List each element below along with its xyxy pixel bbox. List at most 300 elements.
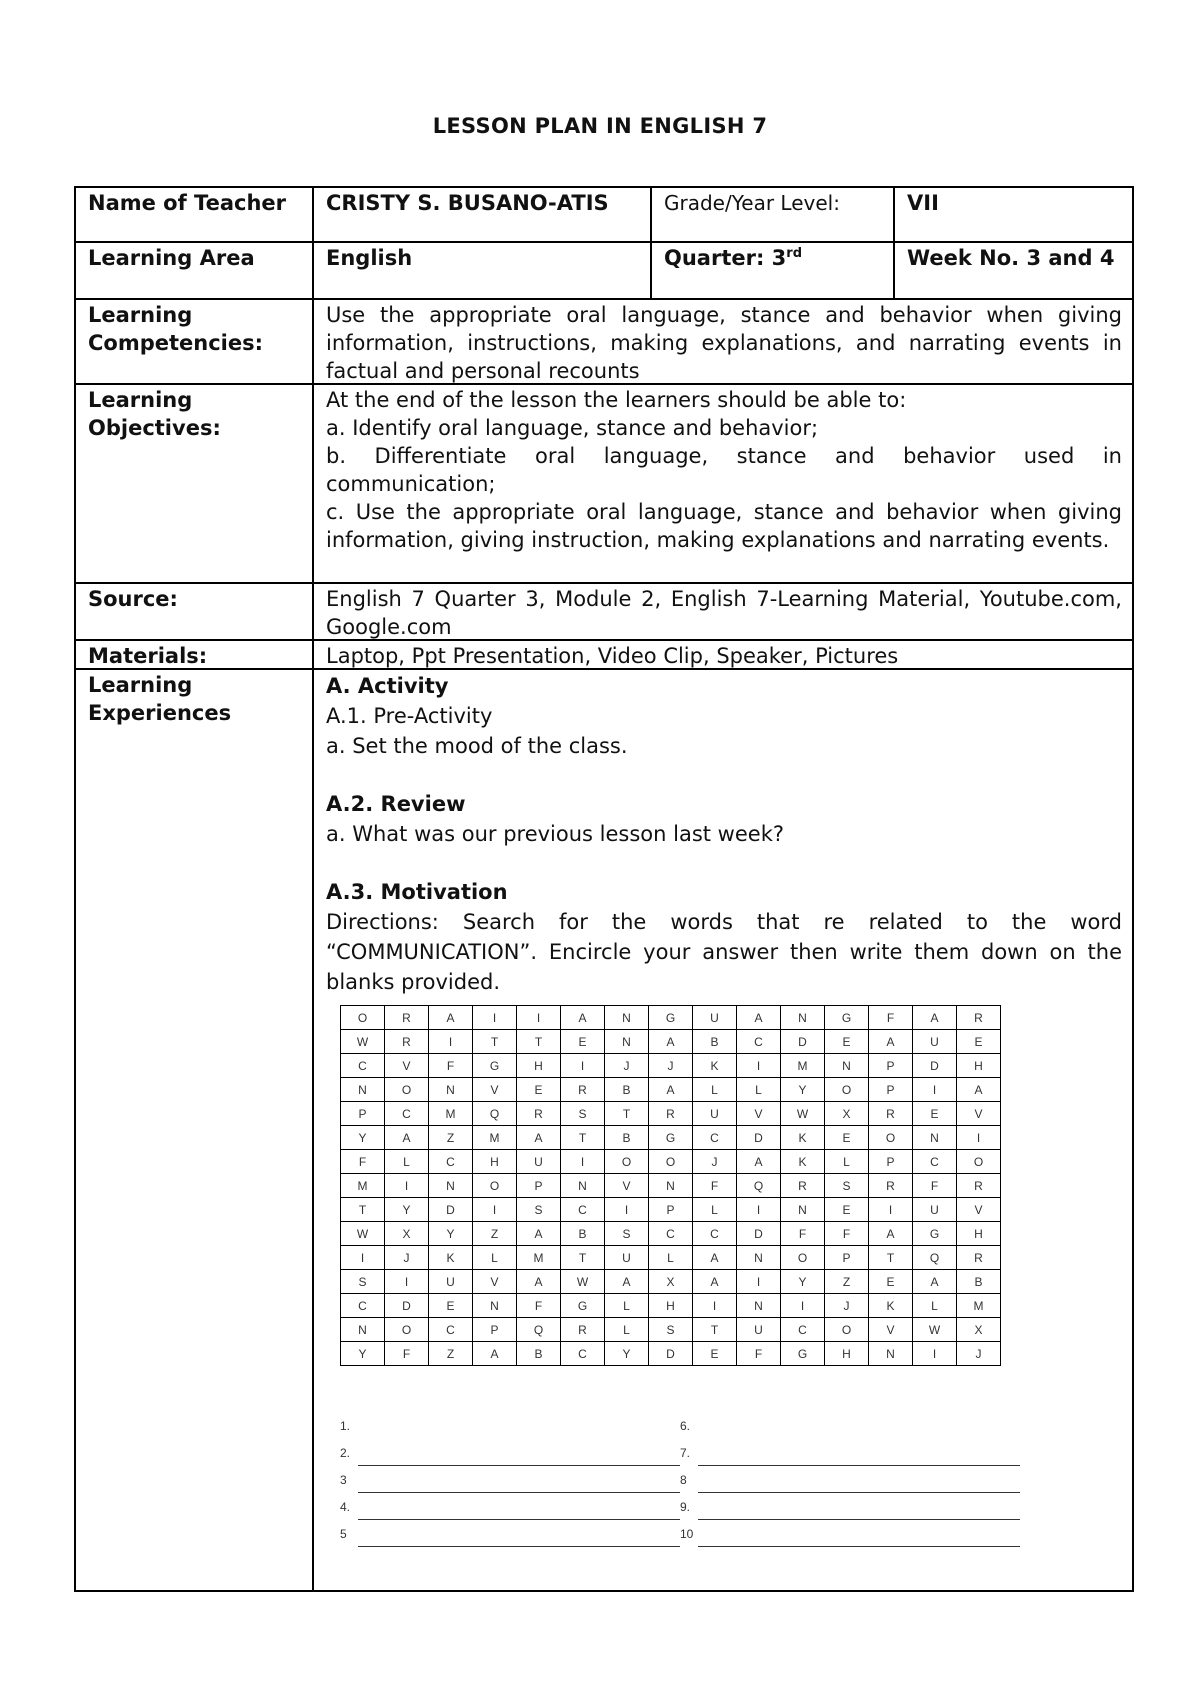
grid-letter[interactable]: E <box>517 1078 561 1102</box>
grid-letter[interactable]: T <box>341 1198 385 1222</box>
grid-letter[interactable]: B <box>605 1126 649 1150</box>
grid-letter[interactable]: P <box>517 1174 561 1198</box>
grid-letter[interactable]: V <box>473 1078 517 1102</box>
grid-letter[interactable]: D <box>781 1030 825 1054</box>
grid-letter[interactable]: F <box>869 1006 913 1030</box>
grid-row <box>341 1006 1001 1030</box>
answer-blank[interactable] <box>340 1519 680 1549</box>
grid-letter[interactable]: H <box>517 1054 561 1078</box>
grid-letter[interactable]: N <box>473 1294 517 1318</box>
grid-letter[interactable]: D <box>649 1342 693 1366</box>
grid-letter[interactable]: L <box>649 1246 693 1270</box>
grid-letter[interactable]: C <box>341 1054 385 1078</box>
grid-letter[interactable]: M <box>781 1054 825 1078</box>
lesson-plan-table <box>74 186 1134 1592</box>
grid-letter[interactable]: D <box>385 1294 429 1318</box>
row-materials <box>76 641 1132 670</box>
blank-number: 2. <box>340 1446 351 1460</box>
grid-letter[interactable]: M <box>517 1246 561 1270</box>
grid-letter[interactable]: J <box>825 1294 869 1318</box>
grid-letter[interactable]: I <box>341 1246 385 1270</box>
area-value: English <box>312 243 650 298</box>
grid-letter[interactable]: S <box>341 1270 385 1294</box>
grid-letter[interactable]: A <box>957 1078 1001 1102</box>
grid-letter[interactable]: V <box>957 1102 1001 1126</box>
answer-blanks <box>340 1414 1020 1549</box>
grid-letter[interactable]: Q <box>473 1102 517 1126</box>
grid-letter[interactable]: A <box>473 1342 517 1366</box>
grid-letter[interactable]: O <box>825 1078 869 1102</box>
grid-letter[interactable]: W <box>561 1270 605 1294</box>
grid-letter[interactable]: R <box>517 1102 561 1126</box>
grid-letter[interactable]: F <box>781 1222 825 1246</box>
grid-letter[interactable]: F <box>913 1174 957 1198</box>
grid-row <box>341 1318 1001 1342</box>
directions-text: Directions: Search for the words that re related to the word “COMMUNICATION”. Encircle your answer then write them down on the blanks provided. <box>326 910 1122 994</box>
grid-letter[interactable]: N <box>737 1246 781 1270</box>
grid-letter[interactable]: U <box>605 1246 649 1270</box>
materials-text: Laptop, Ppt Presentation, Video Clip, Speaker, Pictures <box>312 641 1132 668</box>
grid-row <box>341 1078 1001 1102</box>
grid-letter[interactable]: R <box>869 1102 913 1126</box>
grid-letter[interactable]: P <box>869 1054 913 1078</box>
grid-letter[interactable]: H <box>957 1222 1001 1246</box>
grid-letter[interactable]: W <box>341 1222 385 1246</box>
grid-letter[interactable]: X <box>649 1270 693 1294</box>
answer-blank[interactable] <box>340 1411 680 1441</box>
grid-letter[interactable]: C <box>649 1222 693 1246</box>
competencies-label: Learning Competencies: <box>88 303 264 355</box>
grid-letter[interactable]: I <box>385 1174 429 1198</box>
grid-letter[interactable]: O <box>605 1150 649 1174</box>
grid-letter[interactable]: E <box>429 1294 473 1318</box>
grid-letter[interactable]: B <box>957 1270 1001 1294</box>
grid-letter[interactable]: R <box>957 1246 1001 1270</box>
grid-letter[interactable]: I <box>737 1270 781 1294</box>
experiences-body <box>312 670 1132 1590</box>
blank-number: 6. <box>680 1419 691 1433</box>
grid-letter[interactable]: Z <box>429 1126 473 1150</box>
grid-letter[interactable]: V <box>605 1174 649 1198</box>
materials-label: Materials: <box>88 644 208 668</box>
grid-letter[interactable]: N <box>605 1006 649 1030</box>
area-label: Learning Area <box>88 246 255 270</box>
grid-letter[interactable]: M <box>957 1294 1001 1318</box>
grid-letter[interactable]: I <box>561 1054 605 1078</box>
answer-blank[interactable] <box>680 1492 1020 1522</box>
blank-number: 10 <box>680 1527 694 1541</box>
grid-row <box>341 1030 1001 1054</box>
grid-letter[interactable]: O <box>341 1006 385 1030</box>
grid-letter[interactable]: G <box>825 1006 869 1030</box>
grid-letter[interactable]: U <box>517 1150 561 1174</box>
grid-letter[interactable]: D <box>737 1126 781 1150</box>
grid-letter[interactable]: R <box>869 1174 913 1198</box>
quarter-cell <box>650 243 893 298</box>
grid-letter[interactable]: W <box>913 1318 957 1342</box>
grid-letter[interactable]: R <box>385 1006 429 1030</box>
review-item: a. What was our previous lesson last week? <box>326 822 785 846</box>
grid-letter[interactable]: O <box>385 1078 429 1102</box>
objective-b: b. Differentiate oral language, stance and behavior used in communication; <box>326 444 1122 496</box>
grid-letter[interactable]: N <box>341 1078 385 1102</box>
grid-letter[interactable]: N <box>781 1198 825 1222</box>
grid-letter[interactable]: A <box>913 1270 957 1294</box>
teacher-label: Name of Teacher <box>88 191 287 215</box>
grid-letter[interactable]: A <box>649 1030 693 1054</box>
grid-letter[interactable]: I <box>429 1030 473 1054</box>
grid-letter[interactable]: P <box>473 1318 517 1342</box>
grid-letter[interactable]: I <box>385 1270 429 1294</box>
grid-letter[interactable]: O <box>781 1246 825 1270</box>
grid-letter[interactable]: J <box>649 1054 693 1078</box>
answer-blank[interactable] <box>680 1411 1020 1441</box>
grade-value: VII <box>893 188 1132 241</box>
grid-letter[interactable]: E <box>825 1030 869 1054</box>
grid-letter[interactable]: I <box>605 1198 649 1222</box>
grid-letter[interactable]: V <box>737 1102 781 1126</box>
grid-letter[interactable]: A <box>737 1150 781 1174</box>
grid-letter[interactable]: L <box>737 1078 781 1102</box>
grid-row <box>341 1246 1001 1270</box>
grid-letter[interactable]: N <box>737 1294 781 1318</box>
grid-letter[interactable]: P <box>341 1102 385 1126</box>
grid-letter[interactable]: H <box>957 1054 1001 1078</box>
grid-letter[interactable]: U <box>737 1318 781 1342</box>
grid-letter[interactable]: M <box>473 1126 517 1150</box>
grid-letter[interactable]: Y <box>341 1126 385 1150</box>
grid-letter[interactable]: J <box>385 1246 429 1270</box>
answer-blank[interactable] <box>680 1438 1020 1468</box>
grid-letter[interactable]: A <box>517 1222 561 1246</box>
pre-activity-heading: A.1. Pre-Activity <box>326 704 493 728</box>
grid-letter[interactable]: Y <box>429 1222 473 1246</box>
grid-row <box>341 1222 1001 1246</box>
experiences-label: Learning Experiences <box>88 673 232 725</box>
grid-letter[interactable]: F <box>693 1174 737 1198</box>
blank-number: 9. <box>680 1500 691 1514</box>
grid-row <box>341 1102 1001 1126</box>
answer-blank[interactable] <box>680 1519 1020 1549</box>
grid-letter[interactable]: T <box>693 1318 737 1342</box>
blank-line[interactable] <box>358 1545 680 1547</box>
grid-letter[interactable]: C <box>341 1294 385 1318</box>
grid-letter[interactable]: A <box>737 1006 781 1030</box>
objective-a: a. Identify oral language, stance and behavior; <box>326 416 819 440</box>
grid-letter[interactable]: X <box>385 1222 429 1246</box>
grid-letter[interactable]: L <box>385 1150 429 1174</box>
grid-letter[interactable]: U <box>693 1006 737 1030</box>
competencies-text: Use the appropriate oral language, stance and behavior when giving information, instructions, making explanations, and narrating events in factual and personal recounts <box>312 300 1132 383</box>
grid-letter[interactable]: K <box>429 1246 473 1270</box>
row-objectives <box>76 385 1132 584</box>
review-heading: A.2. Review <box>326 792 466 816</box>
grid-letter[interactable]: K <box>693 1054 737 1078</box>
grid-letter[interactable]: L <box>473 1246 517 1270</box>
grid-row <box>341 1294 1001 1318</box>
grid-letter[interactable]: L <box>913 1294 957 1318</box>
grid-letter[interactable]: O <box>957 1150 1001 1174</box>
grid-letter[interactable]: N <box>605 1030 649 1054</box>
blank-row <box>340 1441 1020 1468</box>
grid-letter[interactable]: I <box>561 1150 605 1174</box>
grid-letter[interactable]: O <box>825 1318 869 1342</box>
grid-letter[interactable]: F <box>341 1150 385 1174</box>
grid-letter[interactable]: I <box>473 1006 517 1030</box>
grid-letter[interactable]: N <box>781 1006 825 1030</box>
grid-letter[interactable]: O <box>869 1126 913 1150</box>
grid-letter[interactable]: P <box>825 1246 869 1270</box>
grid-letter[interactable]: M <box>341 1174 385 1198</box>
quarter-label: Quarter: 3 <box>664 246 787 270</box>
grid-letter[interactable]: Z <box>429 1342 473 1366</box>
blank-row <box>340 1522 1020 1549</box>
grid-letter[interactable]: K <box>869 1294 913 1318</box>
grid-letter[interactable]: W <box>781 1102 825 1126</box>
grid-letter[interactable]: T <box>561 1246 605 1270</box>
grid-letter[interactable]: G <box>473 1054 517 1078</box>
grid-letter[interactable]: Y <box>781 1270 825 1294</box>
blank-number: 4. <box>340 1500 351 1514</box>
grid-letter[interactable]: U <box>693 1102 737 1126</box>
answer-blank[interactable] <box>340 1492 680 1522</box>
grid-letter[interactable]: Y <box>781 1078 825 1102</box>
grid-row <box>341 1342 1001 1366</box>
grid-letter[interactable]: N <box>561 1174 605 1198</box>
answer-blank[interactable] <box>340 1438 680 1468</box>
grid-letter[interactable]: N <box>649 1174 693 1198</box>
blank-number: 1. <box>340 1419 351 1433</box>
grid-letter[interactable]: R <box>649 1102 693 1126</box>
grid-letter[interactable]: E <box>825 1126 869 1150</box>
grid-letter[interactable]: H <box>473 1150 517 1174</box>
grid-letter[interactable]: T <box>473 1030 517 1054</box>
grid-letter[interactable]: C <box>385 1102 429 1126</box>
grid-letter[interactable]: H <box>649 1294 693 1318</box>
grid-letter[interactable]: E <box>561 1030 605 1054</box>
grid-letter[interactable]: I <box>869 1198 913 1222</box>
grid-letter[interactable]: V <box>869 1318 913 1342</box>
row-teacher <box>76 188 1132 243</box>
blank-line[interactable] <box>698 1545 1020 1547</box>
grid-letter[interactable]: A <box>693 1246 737 1270</box>
grid-letter[interactable]: G <box>561 1294 605 1318</box>
grid-letter[interactable]: V <box>385 1054 429 1078</box>
grid-letter[interactable]: C <box>561 1198 605 1222</box>
grid-letter[interactable]: I <box>737 1054 781 1078</box>
grid-letter[interactable]: T <box>561 1126 605 1150</box>
grid-letter[interactable]: I <box>473 1198 517 1222</box>
grid-letter[interactable]: A <box>517 1126 561 1150</box>
grid-letter[interactable]: J <box>693 1150 737 1174</box>
grid-letter[interactable]: Z <box>825 1270 869 1294</box>
document-title: LESSON PLAN IN ENGLISH 7 <box>432 114 768 138</box>
grid-letter[interactable]: C <box>429 1318 473 1342</box>
row-competencies <box>76 300 1132 385</box>
grid-letter[interactable]: R <box>957 1006 1001 1030</box>
objectives-intro: At the end of the lesson the learners should be able to: <box>326 388 907 412</box>
grid-letter[interactable]: I <box>913 1342 957 1366</box>
grid-letter[interactable]: L <box>693 1078 737 1102</box>
blank-row <box>340 1468 1020 1495</box>
grid-letter[interactable]: B <box>693 1030 737 1054</box>
row-experiences <box>76 670 1132 1590</box>
grid-letter[interactable]: E <box>869 1270 913 1294</box>
grid-letter[interactable]: W <box>341 1030 385 1054</box>
grid-letter[interactable]: A <box>869 1030 913 1054</box>
grid-letter[interactable]: S <box>825 1174 869 1198</box>
answer-blank[interactable] <box>340 1465 680 1495</box>
grid-letter[interactable]: G <box>781 1342 825 1366</box>
grid-letter[interactable]: D <box>737 1222 781 1246</box>
grid-letter[interactable]: E <box>957 1030 1001 1054</box>
grid-letter[interactable]: B <box>605 1078 649 1102</box>
source-label: Source: <box>88 587 178 611</box>
grid-letter[interactable]: X <box>957 1318 1001 1342</box>
grid-letter[interactable]: R <box>561 1078 605 1102</box>
source-text: English 7 Quarter 3, Module 2, English 7-Learning Material, Youtube.com, Google.com <box>312 584 1132 639</box>
grid-letter[interactable]: U <box>429 1270 473 1294</box>
grid-letter[interactable]: A <box>693 1270 737 1294</box>
grid-row <box>341 1198 1001 1222</box>
grid-letter[interactable]: I <box>781 1294 825 1318</box>
grid-letter[interactable]: P <box>649 1198 693 1222</box>
grid-letter[interactable]: S <box>605 1222 649 1246</box>
grid-letter[interactable]: I <box>957 1126 1001 1150</box>
grid-letter[interactable]: A <box>605 1270 649 1294</box>
grid-letter[interactable]: V <box>957 1198 1001 1222</box>
grid-letter[interactable]: A <box>913 1006 957 1030</box>
word-search-grid <box>340 1005 1001 1366</box>
grid-letter[interactable]: F <box>737 1342 781 1366</box>
grid-letter[interactable]: I <box>913 1078 957 1102</box>
grid-letter[interactable]: Q <box>517 1318 561 1342</box>
grid-letter[interactable]: N <box>869 1342 913 1366</box>
grid-letter[interactable]: C <box>561 1342 605 1366</box>
grid-letter[interactable]: I <box>693 1294 737 1318</box>
grid-letter[interactable]: C <box>913 1150 957 1174</box>
activity-heading: A. Activity <box>326 674 449 698</box>
grid-row <box>341 1174 1001 1198</box>
grid-letter[interactable]: U <box>913 1198 957 1222</box>
grid-letter[interactable]: R <box>561 1318 605 1342</box>
grid-letter[interactable]: B <box>561 1222 605 1246</box>
blank-number: 7. <box>680 1446 691 1460</box>
grid-letter[interactable]: N <box>429 1078 473 1102</box>
grid-letter[interactable]: I <box>737 1198 781 1222</box>
grid-letter[interactable]: R <box>385 1030 429 1054</box>
grid-letter[interactable]: E <box>913 1102 957 1126</box>
grid-letter[interactable]: D <box>913 1054 957 1078</box>
grid-letter[interactable]: N <box>913 1126 957 1150</box>
grid-letter[interactable]: K <box>781 1150 825 1174</box>
grade-label: Grade/Year Level: <box>650 188 893 241</box>
grid-letter[interactable]: J <box>605 1054 649 1078</box>
grid-letter[interactable]: N <box>825 1054 869 1078</box>
grid-letter[interactable]: P <box>869 1078 913 1102</box>
grid-letter[interactable]: G <box>649 1126 693 1150</box>
grid-letter[interactable]: X <box>825 1102 869 1126</box>
blank-number: 3 <box>340 1473 347 1487</box>
grid-letter[interactable]: P <box>869 1150 913 1174</box>
grid-letter[interactable]: C <box>781 1318 825 1342</box>
grid-letter[interactable]: C <box>429 1150 473 1174</box>
grid-letter[interactable]: K <box>781 1126 825 1150</box>
grid-letter[interactable]: D <box>429 1198 473 1222</box>
grid-row <box>341 1270 1001 1294</box>
blank-row <box>340 1414 1020 1441</box>
objectives-label: Learning Objectives: <box>88 388 221 440</box>
grid-letter[interactable]: Q <box>913 1246 957 1270</box>
grid-letter[interactable]: S <box>561 1102 605 1126</box>
grid-letter[interactable]: A <box>869 1222 913 1246</box>
grid-letter[interactable]: L <box>605 1318 649 1342</box>
grid-letter[interactable]: Y <box>385 1198 429 1222</box>
grid-letter[interactable]: A <box>649 1078 693 1102</box>
grid-letter[interactable]: Q <box>737 1174 781 1198</box>
pre-activity-item: a. Set the mood of the class. <box>326 734 628 758</box>
grid-letter[interactable]: N <box>429 1174 473 1198</box>
grid-letter[interactable]: S <box>649 1318 693 1342</box>
grid-letter[interactable]: F <box>825 1222 869 1246</box>
grid-letter[interactable]: S <box>517 1198 561 1222</box>
row-area <box>76 243 1132 300</box>
grid-letter[interactable]: F <box>429 1054 473 1078</box>
grid-letter[interactable]: C <box>693 1222 737 1246</box>
grid-letter[interactable]: O <box>473 1174 517 1198</box>
grid-letter[interactable]: F <box>385 1342 429 1366</box>
grid-row <box>341 1150 1001 1174</box>
grid-letter[interactable]: E <box>825 1198 869 1222</box>
grid-letter[interactable]: U <box>913 1030 957 1054</box>
teacher-value: CRISTY S. BUSANO-ATIS <box>312 188 650 241</box>
grid-letter[interactable]: F <box>517 1294 561 1318</box>
grid-letter[interactable]: H <box>825 1342 869 1366</box>
grid-letter[interactable]: E <box>693 1342 737 1366</box>
grid-letter[interactable]: B <box>517 1342 561 1366</box>
grid-letter[interactable]: I <box>517 1006 561 1030</box>
grid-letter[interactable]: G <box>649 1006 693 1030</box>
grid-letter[interactable]: L <box>693 1198 737 1222</box>
blank-row <box>340 1495 1020 1522</box>
grid-letter[interactable]: V <box>473 1270 517 1294</box>
objectives-body <box>312 385 1132 582</box>
grid-letter[interactable]: J <box>957 1342 1001 1366</box>
grid-letter[interactable]: A <box>429 1006 473 1030</box>
grid-letter[interactable]: M <box>429 1102 473 1126</box>
grid-letter[interactable]: C <box>737 1030 781 1054</box>
answer-blank[interactable] <box>680 1465 1020 1495</box>
grid-letter[interactable]: C <box>693 1126 737 1150</box>
grid-letter[interactable]: O <box>649 1150 693 1174</box>
grid-letter[interactable]: T <box>605 1102 649 1126</box>
grid-letter[interactable]: G <box>913 1222 957 1246</box>
grid-letter[interactable]: A <box>385 1126 429 1150</box>
grid-letter[interactable]: R <box>957 1174 1001 1198</box>
grid-letter[interactable]: L <box>825 1150 869 1174</box>
grid-letter[interactable]: Z <box>473 1222 517 1246</box>
grid-letter[interactable]: R <box>781 1174 825 1198</box>
grid-letter[interactable]: Y <box>341 1342 385 1366</box>
grid-letter[interactable]: N <box>341 1318 385 1342</box>
grid-letter[interactable]: O <box>385 1318 429 1342</box>
grid-letter[interactable]: T <box>869 1246 913 1270</box>
grid-letter[interactable]: T <box>517 1030 561 1054</box>
grid-letter[interactable]: A <box>517 1270 561 1294</box>
grid-letter[interactable]: L <box>605 1294 649 1318</box>
grid-letter[interactable]: Y <box>605 1342 649 1366</box>
grid-letter[interactable]: A <box>561 1006 605 1030</box>
